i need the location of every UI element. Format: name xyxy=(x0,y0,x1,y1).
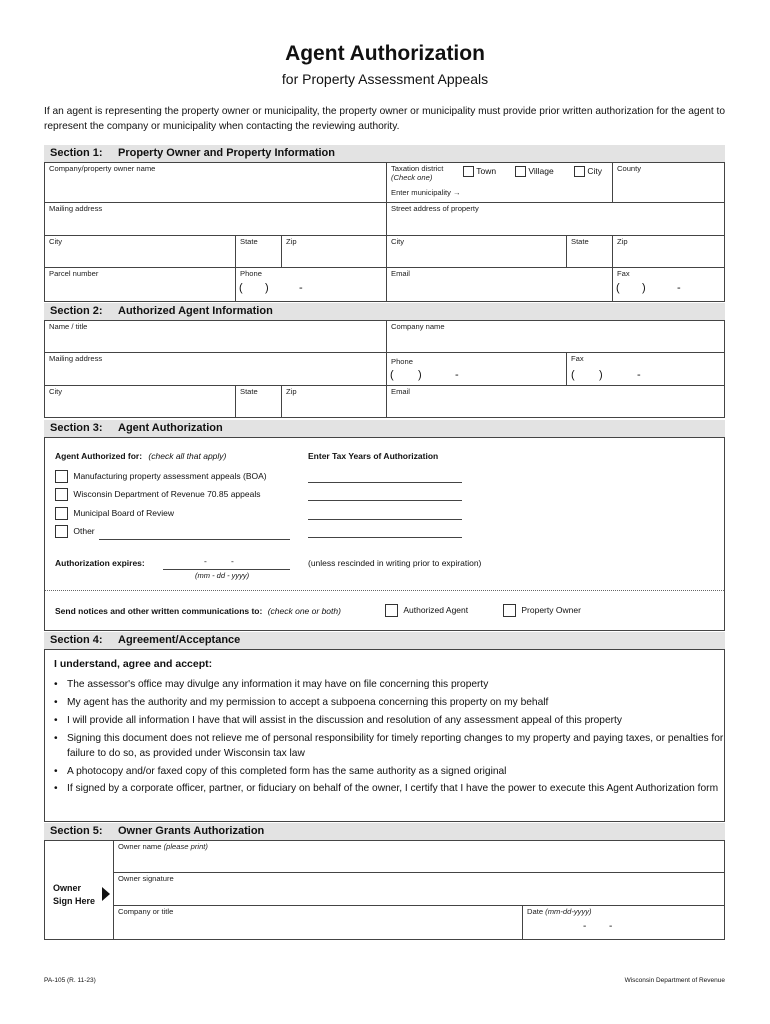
state-field[interactable] xyxy=(236,236,282,268)
agent-city-field[interactable] xyxy=(45,386,236,417)
section-title: Authorized Agent Information xyxy=(118,305,273,317)
bullet-dot: • xyxy=(54,783,58,794)
field-label: Zip xyxy=(286,237,297,246)
agreement-bullet xyxy=(54,713,724,728)
owner-sign-here xyxy=(45,841,114,939)
phone-dash: - xyxy=(455,369,459,381)
agreement-bullet xyxy=(54,764,724,779)
fax-field[interactable] xyxy=(613,268,724,301)
page-subtitle: for Property Assessment Appeals xyxy=(281,71,489,87)
agreement-bullet xyxy=(54,781,724,796)
owner-name-label: Owner name xyxy=(118,842,162,851)
date-dash-2: - xyxy=(609,921,613,932)
email-field[interactable] xyxy=(387,268,613,301)
phone-close-paren: ) xyxy=(265,282,269,294)
sign-here-line-1: Owner xyxy=(53,883,82,893)
date-dash-2: - xyxy=(231,556,234,566)
check-one-note: (Check one) xyxy=(391,173,433,182)
field-label: Phone xyxy=(391,357,413,366)
section-5-header xyxy=(44,823,725,840)
notify-agent-checkbox[interactable] xyxy=(385,604,398,617)
section-title: Agreement/Acceptance xyxy=(118,634,241,646)
expires-date-line[interactable] xyxy=(163,569,290,570)
field-label: State xyxy=(240,387,258,396)
section-1-table xyxy=(44,162,725,302)
bullet-dot: • xyxy=(54,733,58,744)
fax-open-paren: ( xyxy=(616,282,620,294)
option-label: Manufacturing property assessment appeals (BOA) xyxy=(73,470,267,481)
section-number: Section 3: xyxy=(50,422,103,434)
field-label: Taxation district xyxy=(391,164,444,173)
agent-company-field[interactable] xyxy=(387,321,724,353)
field-label: Zip xyxy=(617,237,628,246)
bullet-dot: • xyxy=(54,697,58,708)
section-1-header xyxy=(44,145,725,162)
authorized-for-text: Agent Authorized for: xyxy=(55,451,143,461)
page-title: Agent Authorization xyxy=(285,42,485,65)
fax-close-paren: ) xyxy=(599,369,603,381)
field-label: Phone xyxy=(240,269,262,278)
section-title: Property Owner and Property Information xyxy=(118,147,335,159)
authorized-for-label xyxy=(55,451,226,461)
agent-phone-field[interactable] xyxy=(387,353,567,386)
section-3-box xyxy=(44,437,725,631)
field-label xyxy=(118,842,208,851)
zip-field[interactable] xyxy=(282,236,387,268)
field-label: County xyxy=(617,164,642,173)
bullet-text: A photocopy and/or faxed copy of this completed form has the same authority as a signed original xyxy=(67,766,507,777)
agent-fax-field[interactable] xyxy=(567,353,724,386)
unless-rescinded-note: (unless rescinded in writing prior to expiration) xyxy=(308,558,482,568)
field-label: Company/property owner name xyxy=(49,164,156,173)
agent-zip-field[interactable] xyxy=(282,386,387,417)
field-label: Zip xyxy=(286,387,297,396)
field-label xyxy=(527,907,592,916)
field-label: Company or title xyxy=(118,907,174,916)
enter-municipality-label: Enter municipality → xyxy=(391,188,461,197)
field-label: Name / title xyxy=(49,322,88,331)
field-label: Company name xyxy=(391,322,445,331)
board-of-review-checkbox[interactable] xyxy=(55,507,68,520)
field-label: Mailing address xyxy=(49,354,103,363)
section-2-header xyxy=(44,303,725,320)
option-label: Authorized Agent xyxy=(403,604,469,615)
option-label: Municipal Board of Review xyxy=(73,507,175,518)
fax-open-paren: ( xyxy=(571,369,575,381)
city-field[interactable] xyxy=(45,236,236,268)
intro-text: If an agent is representing the property owner or municipality, the property owner or municipality must provide prior written authorization for the agent to represent the company or municipality when contacting the reviewing authority. xyxy=(44,106,726,132)
section-title: Owner Grants Authorization xyxy=(118,825,265,837)
field-label: Fax xyxy=(617,269,630,278)
section-number: Section 5: xyxy=(50,825,103,837)
field-label: Fax xyxy=(571,354,584,363)
field-label: City xyxy=(49,387,63,396)
field-label: Email xyxy=(391,269,410,278)
town-label: Town xyxy=(476,166,497,176)
fax-close-paren: ) xyxy=(642,282,646,294)
bullet-text: My agent has the authority and my permission to accept a subpoena concerning this property on my behalf xyxy=(67,697,549,708)
agent-mailing-address-field[interactable] xyxy=(45,353,387,386)
owner-name-field[interactable] xyxy=(114,841,724,873)
option-label: Wisconsin Department of Revenue 70.85 appeals xyxy=(73,488,261,499)
date-dash-1: - xyxy=(583,921,587,932)
notify-owner-option[interactable] xyxy=(503,604,581,617)
section-3-header xyxy=(44,420,725,437)
date-format-note: (mm - dd - yyyy) xyxy=(195,571,250,580)
bullet-dot: • xyxy=(54,766,58,777)
bullet-dot: • xyxy=(54,679,58,690)
option-label: Property Owner xyxy=(521,604,581,615)
check-all-note: (check all that apply) xyxy=(148,451,227,461)
other-checkbox[interactable] xyxy=(55,525,68,538)
phone-open-paren: ( xyxy=(390,369,394,381)
bullet-text: The assessor's office may divulge any information it may have on file concerning this property xyxy=(67,679,489,690)
agreement-bullet xyxy=(54,695,724,710)
signature-date-field[interactable] xyxy=(523,906,724,939)
bullet-dot: • xyxy=(54,715,58,726)
property-city-field[interactable] xyxy=(387,236,567,268)
other-input-line[interactable] xyxy=(99,539,290,540)
phone-close-paren: ) xyxy=(418,369,422,381)
manufacturing-checkbox[interactable] xyxy=(55,470,68,483)
field-label: City xyxy=(391,237,405,246)
tax-year-line-2[interactable] xyxy=(308,500,462,501)
arrow-right-icon xyxy=(102,887,110,901)
county-field[interactable] xyxy=(613,163,724,203)
field-label: Mailing address xyxy=(49,204,103,213)
agreement-bullet xyxy=(54,677,724,692)
phone-dash: - xyxy=(299,282,303,294)
phone-field[interactable] xyxy=(236,268,387,301)
city-label: City xyxy=(587,166,603,176)
option-label: Other xyxy=(73,525,95,536)
section-2-table xyxy=(44,320,725,418)
mailing-address-field[interactable] xyxy=(45,203,387,236)
village-label: Village xyxy=(528,166,554,176)
option-board-of-review[interactable] xyxy=(55,507,174,520)
field-label: Street address of property xyxy=(391,204,479,213)
section-number: Section 4: xyxy=(50,634,103,646)
section-4-header xyxy=(44,632,725,649)
tax-year-line-3[interactable] xyxy=(308,519,462,520)
fax-dash: - xyxy=(677,282,681,294)
parcel-number-field[interactable] xyxy=(45,268,236,301)
property-zip-field[interactable] xyxy=(613,236,724,268)
town-checkbox[interactable] xyxy=(463,166,474,177)
city-option[interactable] xyxy=(574,166,602,177)
company-name-field[interactable] xyxy=(45,163,387,203)
notify-owner-checkbox[interactable] xyxy=(503,604,516,617)
field-label: City xyxy=(49,237,63,246)
send-notices-text: Send notices and other written communications to: xyxy=(55,606,263,616)
property-state-field[interactable] xyxy=(567,236,613,268)
please-print-note: (please print) xyxy=(163,842,208,851)
town-option[interactable] xyxy=(463,166,496,177)
divider xyxy=(45,590,724,591)
field-label: Parcel number xyxy=(49,269,99,278)
village-option[interactable] xyxy=(515,166,554,177)
option-manufacturing[interactable] xyxy=(55,470,267,483)
tax-year-line-1[interactable] xyxy=(308,482,462,483)
agreement-lead: I understand, agree and accept: xyxy=(54,658,213,670)
phone-open-paren: ( xyxy=(239,282,243,294)
section-number: Section 2: xyxy=(50,305,103,317)
date-format-note: (mm-dd-yyyy) xyxy=(545,907,592,916)
sign-here-label xyxy=(53,882,95,908)
expires-label: Authorization expires: xyxy=(55,558,145,568)
section-5-table xyxy=(44,840,725,940)
agent-email-field[interactable] xyxy=(387,386,724,417)
company-title-field[interactable] xyxy=(114,906,523,939)
owner-signature-field[interactable] xyxy=(114,873,724,906)
tax-year-line-4[interactable] xyxy=(308,537,462,538)
form-id: PA-105 (R. 11-23) xyxy=(44,977,96,984)
dor-appeals-checkbox[interactable] xyxy=(55,488,68,501)
field-label: Owner signature xyxy=(118,874,174,883)
bullet-text: I will provide all information I have that will assist in the discussion and resolution of any assessment appeal of this property xyxy=(67,715,622,726)
section-number: Section 1: xyxy=(50,147,103,159)
date-label: Date xyxy=(527,907,544,916)
agent-name-field[interactable] xyxy=(45,321,387,353)
street-address-field[interactable] xyxy=(387,203,724,236)
field-label: State xyxy=(571,237,589,246)
option-other[interactable] xyxy=(55,525,95,538)
tax-years-label: Enter Tax Years of Authorization xyxy=(308,451,439,461)
date-dash-1: - xyxy=(204,556,207,566)
village-checkbox[interactable] xyxy=(515,166,526,177)
sign-here-line-2: Sign Here xyxy=(53,896,96,906)
field-label: State xyxy=(240,237,258,246)
send-notices-label xyxy=(55,606,341,616)
agreement-bullet xyxy=(54,731,724,761)
bullet-text: If signed by a corporate officer, partner, or fiduciary on behalf of the owner, I certify that I have the power to execute this Agent Authorization form xyxy=(67,783,719,794)
fax-dash: - xyxy=(637,369,641,381)
agency-name: Wisconsin Department of Revenue xyxy=(624,977,725,984)
agent-state-field[interactable] xyxy=(236,386,282,417)
taxation-district-field xyxy=(387,163,613,203)
option-dor-appeals[interactable] xyxy=(55,488,260,501)
section-title: Agent Authorization xyxy=(118,422,223,434)
check-one-or-both-note: (check one or both) xyxy=(267,606,341,616)
notify-agent-option[interactable] xyxy=(385,604,468,617)
field-label: Email xyxy=(391,387,410,396)
bullet-text: Signing this document does not relieve me of personal responsibility for timely reporting changes to my property and paying taxes, or penalties for failure to do so, as provided under Wisconsin tax law xyxy=(67,733,724,759)
city-checkbox[interactable] xyxy=(574,166,585,177)
